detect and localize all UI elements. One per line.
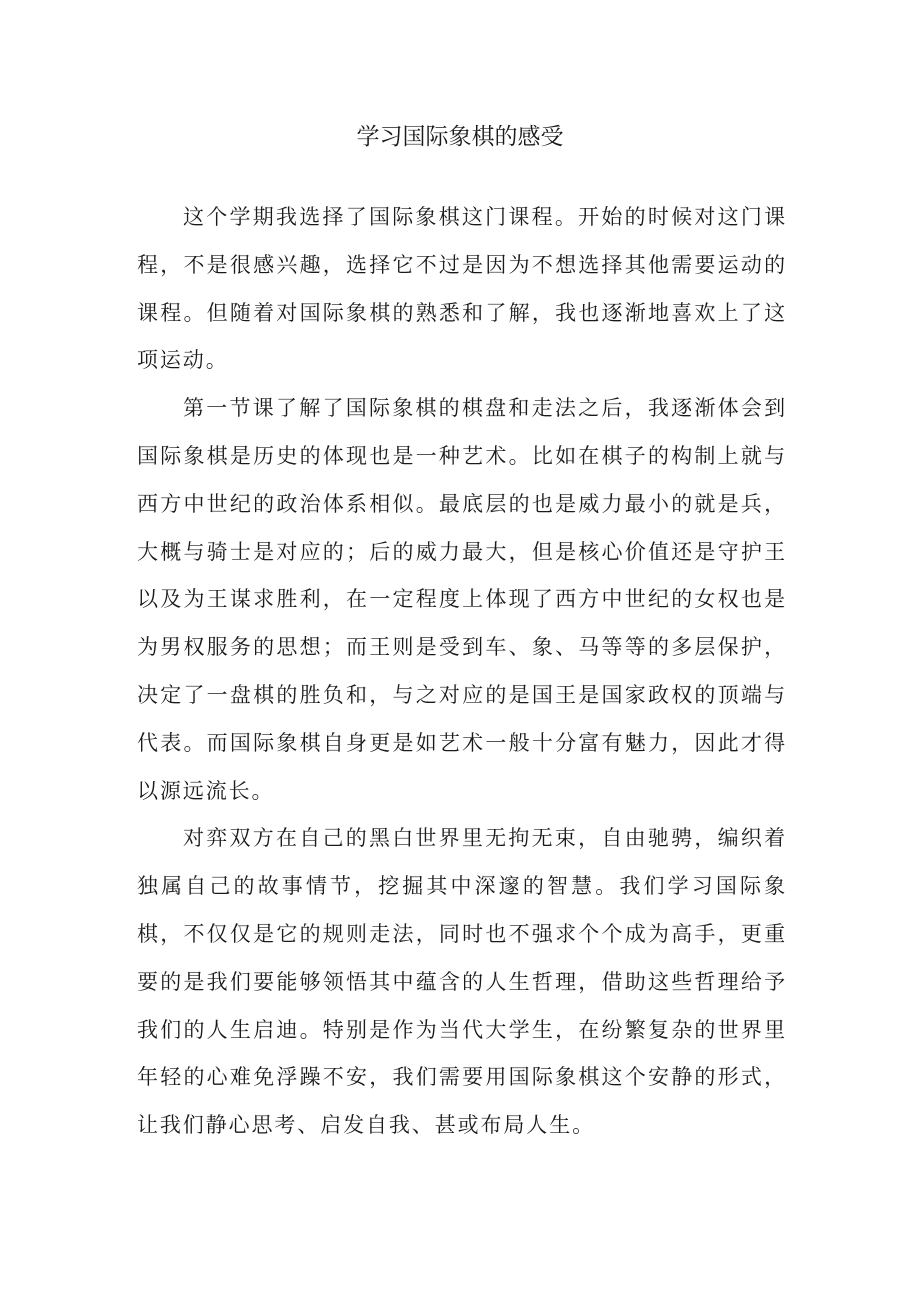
document-body [137, 194, 787, 1150]
paragraph-3: 对弈双方在自己的黑白世界里无拘无束，自由驰骋，编织着独属自己的故事情节，挖掘其中深邃的智慧。我们学习国际象棋，不仅仅是它的规则走法，同时也不强求个个成为高手，更重要的是我们要能够领悟其中蕴含的人生哲理，借助这些哲理给予我们的人生启迪。特别是作为当代大学生，在纷繁复杂的世界里年轻的心难免浮躁不安，我们需要用国际象棋这个安静的形式，让我们静心思考、启发自我、甚或布局人生。 [137, 826, 787, 1138]
document-title: 学习国际象棋的感受 [356, 124, 564, 150]
paragraph-1: 这个学期我选择了国际象棋这门课程。开始的时候对这门课程，不是很感兴趣，选择它不过是因为不想选择其他需要运动的课程。但随着对国际象棋的熟悉和了解，我也逐渐地喜欢上了这项运动。 [137, 205, 787, 373]
paragraph-2: 第一节课了解了国际象棋的棋盘和走法之后，我逐渐体会到国际象棋是历史的体现也是一种艺术。比如在棋子的构制上就与西方中世纪的政治体系相似。最底层的也是威力最小的就是兵，大概与骑士是对应的；后的威力最大，但是核心价值还是守护王以及为王谋求胜利，在一定程度上体现了西方中世纪的女权也是为男权服务的思想；而王则是受到车、象、马等等的多层保护，决定了一盘棋的胜负和，与之对应的是国王是国家政权的顶端与代表。而国际象棋自身更是如艺术一般十分富有魅力，因此才得以源远流长。 [137, 396, 787, 803]
